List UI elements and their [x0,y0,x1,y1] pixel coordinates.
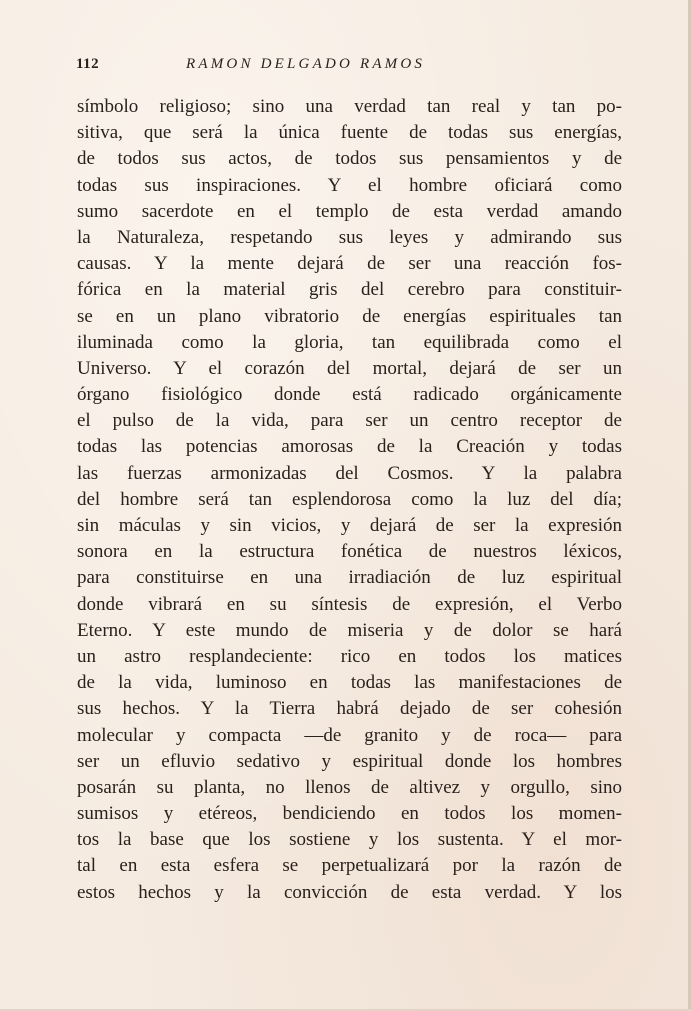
text-line-30: tal en esta esfera se perpetualizará por la razón de [77,855,622,877]
text-line-10: iluminada como la gloria, tan equilibrada como el [77,331,622,353]
text-line-12: órgano fisiológico donde está radicado orgánicamente [77,384,622,406]
running-head: RAMON DELGADO RAMOS [186,56,426,72]
text-line-18: sonora en la estructura fonética de nuestros léxicos, [77,541,622,563]
text-line-17: sin máculas y sin vicios, y dejará de ser la expresión [77,515,622,536]
text-line-3: de todos sus actos, de todos sus pensamientos y de [77,148,622,170]
text-line-31: estos hechos y la convicción de esta verdad. Y los [77,881,622,903]
text-line-13: el pulso de la vida, para ser un centro receptor de [77,410,622,432]
text-line-5: sumo sacerdote en el templo de esta verdad amando [77,200,622,222]
text-line-1: símbolo religioso; sino una verdad tan real y tan po- [77,96,622,117]
body-text [77,94,622,906]
text-line-21: Eterno. Y este mundo de miseria y de dolor se hará [77,619,622,641]
text-line-26: ser un efluvio sedativo y espiritual donde los hombres [77,750,622,772]
text-line-29: tos la base que los sostiene y los sustenta. Y el mor- [77,829,622,851]
page-number: 112 [76,56,100,72]
text-line-6: la Naturaleza, respetando sus leyes y admirando sus [77,226,622,248]
text-line-2: sitiva, que será la única fuente de todas sus energías, [77,122,622,144]
text-line-8: fórica en la material gris del cerebro para constituir- [77,279,622,301]
text-line-4: todas sus inspiraciones. Y el hombre oficiará como [77,174,622,196]
text-line-14: todas las potencias amorosas de la Creación y todas [77,436,622,458]
text-line-19: para constituirse en una irradiación de luz espiritual [77,567,622,589]
text-line-15: las fuerzas armonizadas del Cosmos. Y la palabra [77,462,622,484]
text-line-20: donde vibrará en su síntesis de expresión, el Verbo [77,593,622,615]
text-line-16: del hombre será tan esplendorosa como la luz del día; [77,488,622,510]
page-header [76,56,621,80]
text-line-23: de la vida, luminoso en todas las manifestaciones de [77,672,622,694]
text-line-22: un astro resplandeciente: rico en todos los matices [77,645,622,667]
text-line-27: posarán su planta, no llenos de altivez y orgullo, sino [77,776,622,798]
text-line-7: causas. Y la mente dejará de ser una reacción fos- [77,253,622,275]
text-line-11: Universo. Y el corazón del mortal, dejará de ser un [77,357,622,379]
text-line-25: molecular y compacta —de granito y de roca— para [77,724,622,746]
text-line-28: sumisos y etéreos, bendiciendo en todos los momen- [77,803,622,825]
text-line-9: se en un plano vibratorio de energías espirituales tan [77,305,622,327]
text-line-24: sus hechos. Y la Tierra habrá dejado de ser cohesión [77,698,622,720]
